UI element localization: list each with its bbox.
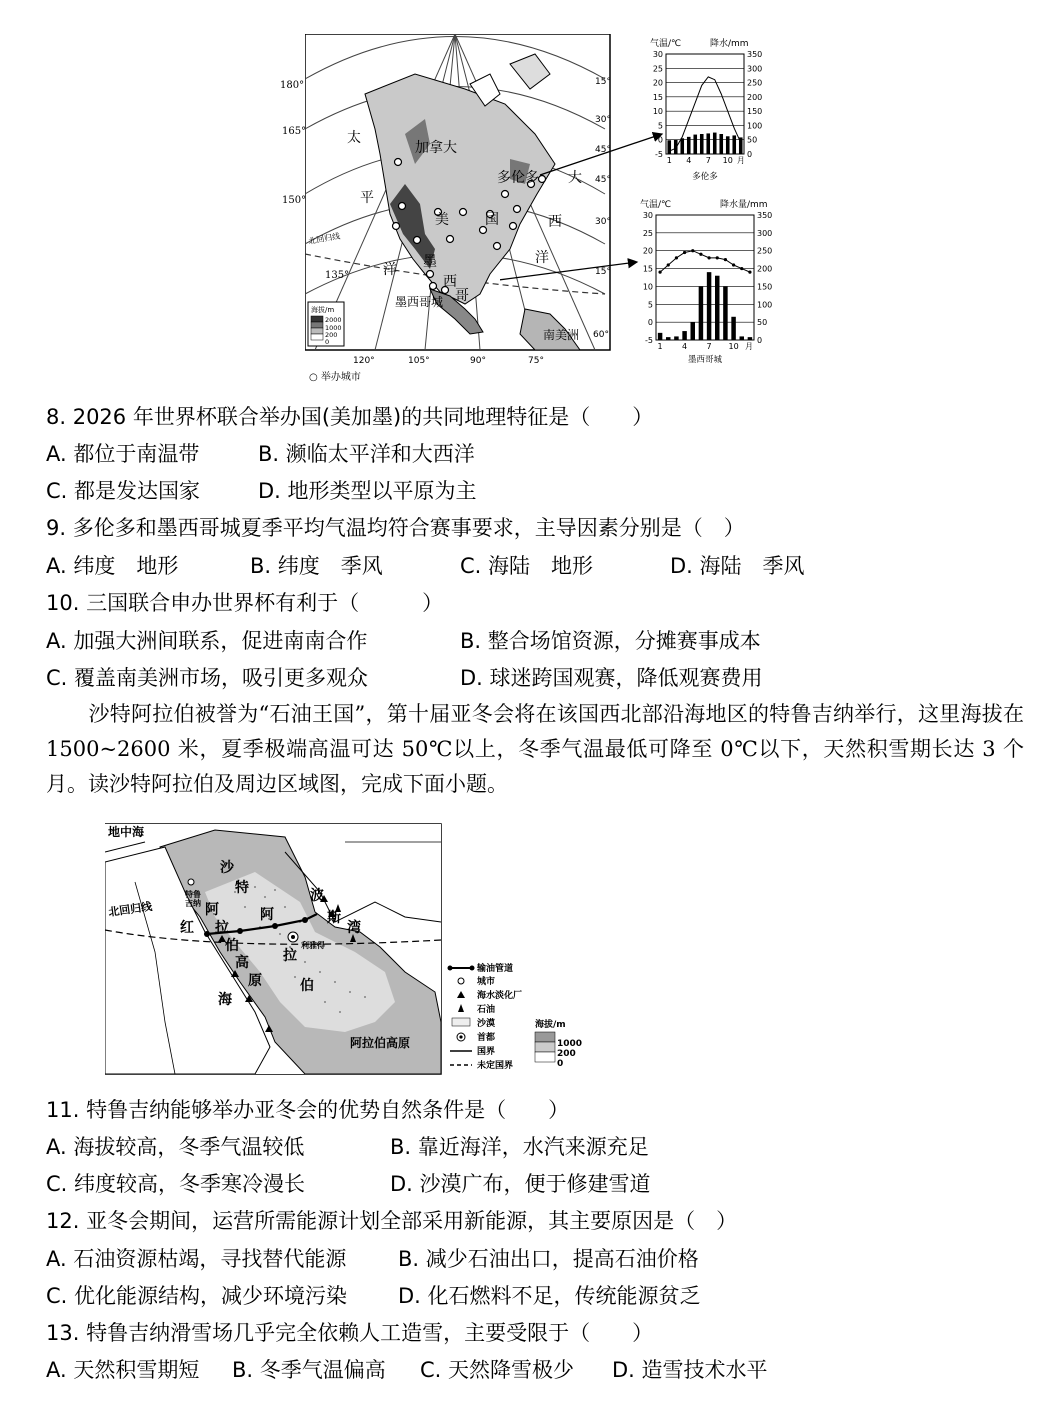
y-right-tick: 300 (757, 228, 773, 238)
lat-label: 15° (595, 267, 611, 277)
legend-pipeline: 输油管道 (477, 964, 514, 974)
ocean-char: 平 (360, 190, 374, 206)
y-right-tick: 50 (757, 318, 768, 328)
y-left-tick: 0 (647, 318, 653, 328)
lat-label: 180° (280, 80, 305, 91)
toronto-label: 多伦多 (497, 170, 539, 186)
option[interactable]: D. 海陆 季风 (670, 554, 805, 578)
saudi-char: 拉 (283, 948, 297, 964)
y-right-tick: 150 (747, 107, 763, 117)
y-left-tick: 0 (657, 135, 663, 145)
trojena-label: 吉纳 (185, 899, 201, 908)
elev-title: 海拔/m (535, 1020, 566, 1030)
temp-point (691, 249, 694, 252)
option[interactable]: D. 球迷跨国观赛，降低观赛费用 (460, 666, 763, 690)
temp-point (683, 251, 686, 254)
option[interactable]: B. 减少石油出口，提高石油价格 (398, 1247, 699, 1271)
axis-title-precip: 降水量/mm (720, 200, 768, 210)
x-tick: 7 (705, 156, 711, 165)
red-sea-char: 红 (180, 920, 194, 936)
precip-bar (699, 286, 703, 340)
y-right-tick: 50 (747, 135, 758, 145)
option[interactable]: B. 整合场馆资源，分摊赛事成本 (460, 629, 761, 653)
option[interactable]: C. 纬度较高，冬季寒冷漫长 (46, 1172, 306, 1196)
lat-label: 45° (595, 175, 611, 185)
question-11-stem: 11. 特鲁吉纳能够举办亚冬会的优势自然条件是（ ） (46, 1098, 570, 1122)
y-right-tick: 100 (757, 300, 773, 310)
temp-point (667, 263, 670, 266)
precip-bar (707, 272, 711, 340)
elev-value: 1000 (325, 324, 342, 332)
usa-char: 国 (485, 212, 499, 228)
usa-char: 美 (435, 212, 449, 228)
question-10-stem: 10. 三国联合申办世界杯有利于（ ） (46, 591, 444, 615)
elev-value: 200 (325, 331, 338, 339)
axis-title-temp: 气温/℃ (640, 200, 672, 210)
legend-desert: 沙漠 (477, 1019, 496, 1029)
legend-disputed-border: 未定国界 (477, 1061, 514, 1071)
lat-label: 45° (595, 145, 611, 155)
precip-bar (700, 134, 704, 154)
y-right-tick: 100 (747, 121, 763, 131)
chart-caption: 墨西哥城 (687, 355, 723, 365)
legend-desalination: 海水淡化厂 (477, 991, 523, 1001)
question-12-stem: 12. 亚冬会期间，运营所需能源计划全部采用新能源，其主要原因是（ ） (46, 1209, 738, 1233)
x-tick: 4 (682, 342, 688, 351)
option[interactable]: B. 纬度 季风 (250, 554, 383, 578)
axis-title-temp: 气温/℃ (650, 39, 682, 49)
option[interactable]: A. 加强大洲间联系，促进南南合作 (46, 629, 368, 653)
mexico-char: 哥 (455, 288, 469, 304)
mexico-char: 西 (443, 274, 457, 290)
climate-chart-toronto (640, 34, 770, 184)
plot-frame (656, 215, 754, 340)
y-left-tick: 10 (652, 107, 663, 117)
ocean-char: 西 (548, 214, 562, 230)
y-left-tick: 10 (642, 282, 653, 292)
precip-bar (658, 333, 662, 340)
plateau-char: 原 (248, 973, 262, 989)
arabia-map (105, 822, 585, 1077)
lat-label: 30° (595, 217, 611, 227)
saudi-char: 沙 (220, 860, 234, 876)
option[interactable]: B. 濒临太平洋和大西洋 (258, 442, 475, 466)
legend-border: 国界 (477, 1047, 496, 1057)
mexico-char: 墨 (423, 254, 437, 270)
saudi-char: 阿 (205, 902, 219, 918)
y-right-tick: 0 (757, 336, 763, 345)
ocean-char: 大 (568, 170, 582, 186)
passage-saudi: 沙特阿拉伯被誉为“石油王国”，第十届亚冬会将在该国西北部沿海地区的特鲁吉纳举行，这里海拔在 1500~2600 米，夏季极端高温可达 50℃以上，冬季气温最低可降至 0℃以下，天然积雪期长达 3 个月。读沙特阿拉伯及周边区域图，完成下面小题。 (46, 702, 1024, 796)
y-right-tick: 200 (757, 264, 773, 274)
climate-chart-mexico-city (630, 195, 780, 370)
ocean-char: 洋 (383, 262, 397, 278)
precip-bar (732, 135, 736, 154)
gulf-char: 湾 (347, 920, 361, 936)
option[interactable]: D. 化石燃料不足，传统能源贫乏 (398, 1284, 701, 1308)
temp-point (707, 256, 710, 259)
chart-caption: 多伦多 (692, 172, 718, 182)
riyadh-label: 利雅得 (301, 941, 325, 950)
y-left-tick: -5 (645, 336, 653, 345)
elev-value: 0 (325, 338, 330, 346)
plateau-label: 阿拉伯高原 (350, 1036, 411, 1050)
x-tick: 1 (666, 156, 672, 165)
y-left-tick: -5 (655, 150, 663, 159)
legend-capital: 首都 (477, 1033, 496, 1043)
temp-point (724, 258, 727, 261)
precip-bar (715, 276, 719, 340)
elev-value: 200 (557, 1049, 576, 1059)
question-9-stem: 9. 多伦多和墨西哥城夏季平均气温均符合赛事要求，主导因素分别是（ ） (46, 516, 745, 540)
option[interactable]: A. 都位于南温带 (46, 442, 200, 466)
y-left-tick: 20 (652, 78, 663, 88)
x-tick: 1 (657, 342, 663, 351)
canada-label: 加拿大 (415, 140, 457, 156)
elev-legend-title: 海拔/m (311, 306, 335, 314)
gulf-char: 波 (310, 888, 324, 904)
lon-label: 120° (353, 356, 375, 366)
temp-point (732, 263, 735, 266)
temp-point (699, 253, 702, 256)
y-right-tick: 300 (747, 64, 763, 74)
precip-bar (666, 337, 670, 340)
trojena-label: 特鲁 (185, 890, 201, 899)
lat-label: 165° (282, 126, 307, 137)
option[interactable]: C. 海陆 地形 (460, 554, 594, 578)
lat-label: 30° (595, 115, 611, 125)
option[interactable]: D. 沙漠广布，便于修建雪道 (390, 1172, 651, 1196)
axis-title-precip: 降水/mm (710, 39, 749, 49)
option[interactable]: A. 天然积雪期短 (46, 1358, 200, 1382)
question-8-stem: 8. 2026 年世界杯联合举办国(美加墨)的共同地理特征是（ ） (46, 405, 654, 429)
x-tick: 10 (722, 156, 733, 165)
temp-point (740, 267, 743, 270)
elev-value: 1000 (557, 1039, 583, 1049)
y-left-tick: 30 (652, 50, 663, 59)
y-left-tick: 20 (642, 246, 653, 256)
y-left-tick: 15 (642, 264, 653, 274)
lat-label: 135° (325, 270, 350, 281)
precip-bar (693, 135, 697, 154)
saudi-char: 拉 (215, 920, 229, 936)
gulf-char: 斯 (327, 910, 341, 926)
precip-bar (687, 137, 691, 154)
host-city-legend: ○ 举办城市 (309, 372, 361, 383)
legend-oil: 石油 (477, 1005, 496, 1015)
y-right-tick: 0 (747, 150, 753, 159)
precip-bar (719, 134, 723, 154)
y-right-tick: 200 (747, 92, 763, 102)
option[interactable]: C. 覆盖南美洲市场，吸引更多观众 (46, 666, 369, 690)
option[interactable]: A. 纬度 地形 (46, 554, 179, 578)
red-sea-char: 海 (218, 992, 232, 1008)
precip-bar (706, 133, 710, 154)
legend-city: 城市 (477, 977, 496, 987)
option[interactable]: B. 冬季气温偏高 (232, 1358, 386, 1382)
temp-point (675, 256, 678, 259)
precip-bar (682, 331, 686, 340)
elev-value: 0 (557, 1059, 564, 1069)
precip-bar (726, 136, 730, 154)
tropic-label: 北回归线 (307, 231, 341, 246)
y-right-tick: 250 (747, 78, 763, 88)
lon-label: 105° (408, 356, 430, 366)
ocean-char: 太 (347, 130, 361, 146)
precip-bar (713, 133, 717, 154)
plot-frame (666, 54, 744, 154)
elev-value: 2000 (325, 316, 342, 324)
y-right-tick: 150 (757, 282, 773, 292)
lat-label: 150° (282, 195, 307, 206)
mediterranean-label: 地中海 (108, 825, 145, 839)
precip-bar (723, 286, 727, 340)
x-tick: 7 (706, 342, 712, 351)
y-left-tick: 5 (657, 121, 663, 131)
y-left-tick: 25 (642, 228, 653, 238)
y-right-tick: 250 (757, 246, 773, 256)
temp-point (748, 271, 751, 274)
option[interactable]: A. 石油资源枯竭，寻找替代能源 (46, 1247, 347, 1271)
precip-bar (680, 138, 684, 154)
option[interactable]: A. 海拔较高，冬季气温较低 (46, 1135, 305, 1159)
x-unit: 月 (736, 156, 745, 165)
mexico-city-label: 墨西哥城 (395, 295, 444, 309)
x-tick: 10 (728, 342, 739, 351)
option[interactable]: D. 地形类型以平原为主 (258, 479, 477, 503)
option[interactable]: C. 天然降雪极少 (420, 1358, 575, 1382)
saudi-char: 伯 (225, 938, 239, 954)
lat-label: 15° (595, 77, 611, 87)
y-left-tick: 30 (642, 211, 653, 220)
y-right-tick: 350 (757, 211, 773, 220)
x-tick: 4 (686, 156, 692, 165)
precip-bar (748, 337, 752, 340)
saudi-char: 伯 (300, 978, 314, 994)
precip-bar (740, 336, 744, 340)
plateau-char: 高 (235, 955, 249, 971)
ocean-char: 洋 (535, 250, 549, 266)
option[interactable]: B. 靠近海洋，水汽来源充足 (390, 1135, 649, 1159)
saudi-char: 特 (235, 880, 249, 896)
lon-label: 75° (528, 356, 544, 366)
option[interactable]: C. 都是发达国家 (46, 479, 201, 503)
lat-label: 60° (593, 330, 609, 340)
precip-bar (731, 317, 735, 340)
precip-bar (674, 336, 678, 340)
y-left-tick: 5 (647, 300, 653, 310)
temp-point (658, 271, 661, 274)
option[interactable]: D. 造雪技术水平 (612, 1358, 768, 1382)
question-13-stem: 13. 特鲁吉纳滑雪场几乎完全依赖人工造雪，主要受限于（ ） (46, 1321, 654, 1345)
y-left-tick: 25 (652, 64, 663, 74)
option[interactable]: C. 优化能源结构，减少环境污染 (46, 1284, 348, 1308)
tropic-label: 北回归线 (107, 899, 153, 919)
y-left-tick: 15 (652, 92, 663, 102)
temp-point (716, 256, 719, 259)
south-america-label: 南美洲 (543, 328, 580, 342)
y-right-tick: 350 (747, 50, 763, 59)
precip-bar (691, 322, 695, 340)
x-unit: 月 (745, 342, 754, 351)
saudi-char: 阿 (260, 907, 274, 923)
lon-label: 90° (470, 356, 486, 366)
precip-bar (667, 140, 671, 154)
